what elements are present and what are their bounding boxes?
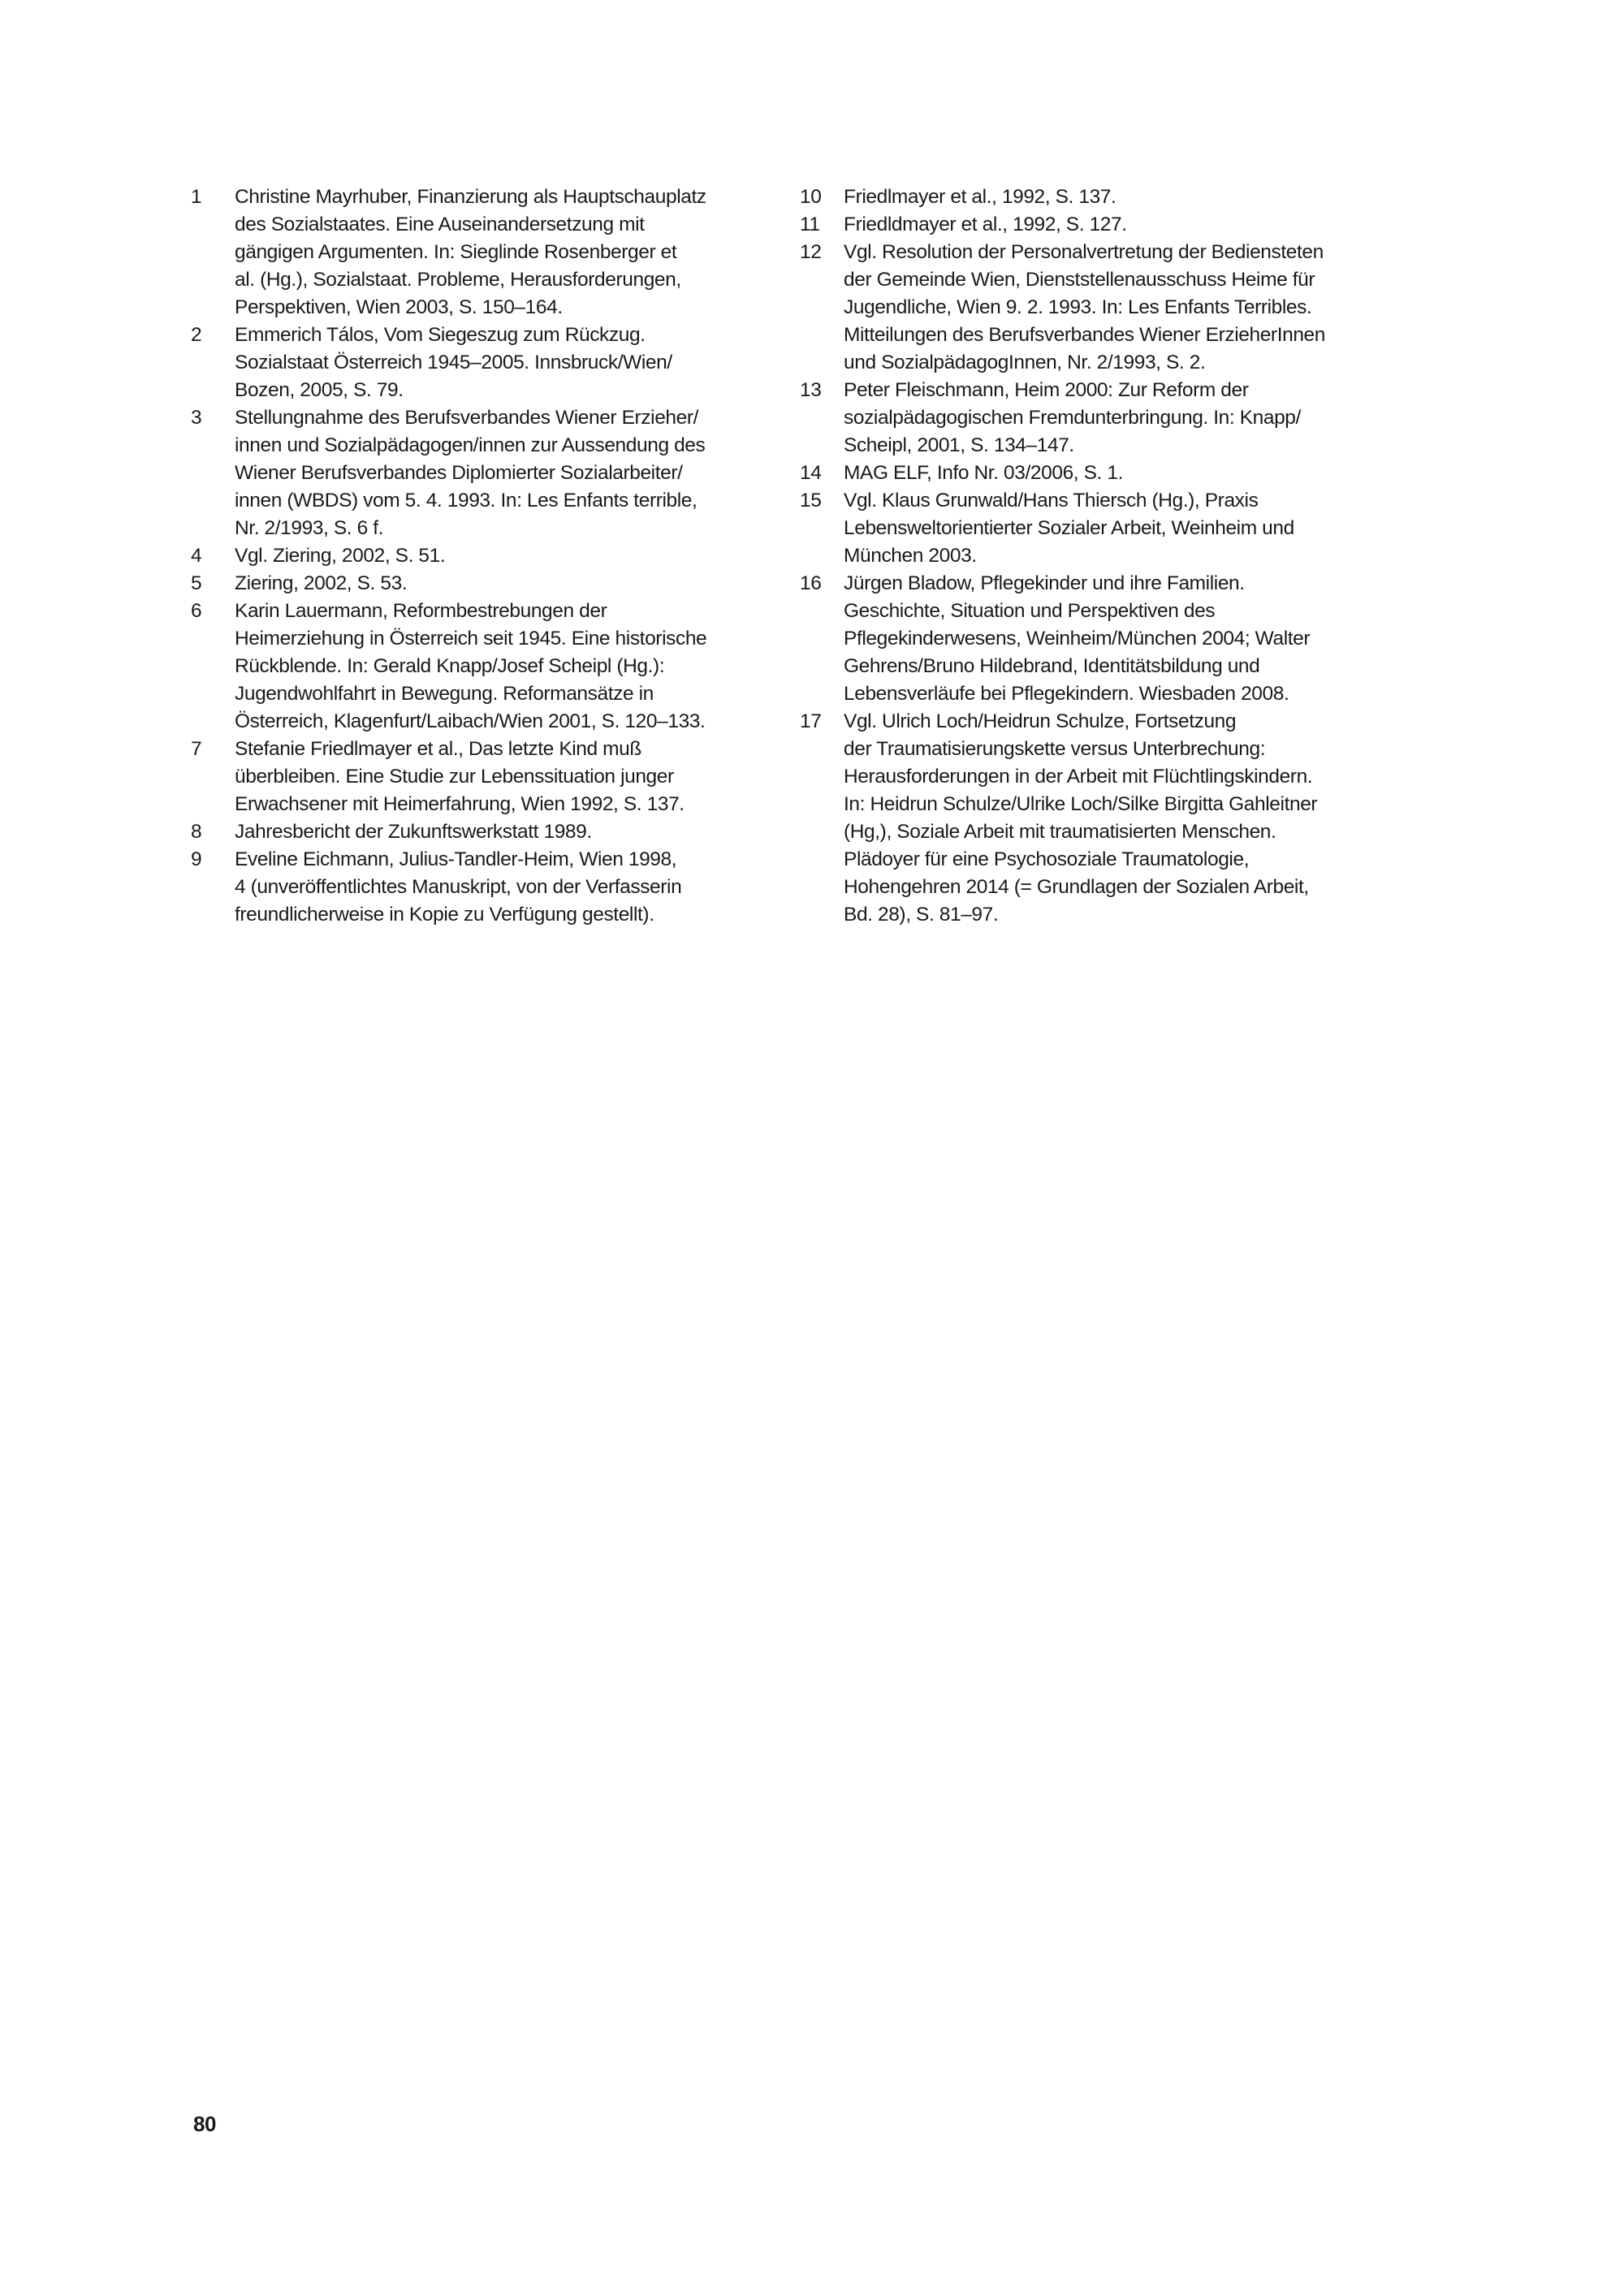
endnote — [191, 404, 751, 542]
endnote — [800, 211, 1368, 239]
endnote-number: 4 — [191, 545, 202, 567]
endnote — [800, 183, 1368, 211]
endnote-text: Christine Mayrhuber, Finanzierung als Hauptschauplatz des Sozialstaates. Eine Auseinandersetzung mit gängigen Argumenten. In: Sieglinde Rosenberger et al. (Hg.), Sozialstaat. Probleme, Herausforderungen, Perspektiven, Wien 2003, S. 150–164. — [235, 186, 706, 318]
endnote — [191, 818, 751, 846]
endnote-text: Ziering, 2002, S. 53. — [235, 572, 408, 594]
endnote-text: Vgl. Resolution der Personalvertretung der Bediensteten der Gemeinde Wien, Dienststellenausschuss Heime für Jugendliche, Wien 9. 2. 1993. In: Les Enfants Terribles. Mitteilungen des Berufsverbandes Wiener ErzieherInnen und SozialpädagogInnen, Nr. 2/1993, S. 2. — [844, 241, 1325, 373]
endnote-number: 7 — [191, 738, 202, 760]
endnote-number: 12 — [800, 241, 822, 263]
endnote-number: 14 — [800, 462, 822, 484]
endnote-text: Vgl. Ziering, 2002, S. 51. — [235, 545, 446, 567]
endnote-number: 10 — [800, 186, 822, 208]
endnote — [800, 460, 1368, 487]
endnote-number: 17 — [800, 710, 822, 732]
endnotes-right-column — [800, 183, 1368, 929]
endnote-number: 3 — [191, 407, 202, 429]
endnote-text: Jürgen Bladow, Pflegekinder und ihre Familien. Geschichte, Situation und Perspektiven des Pflegekinderwesens, Weinheim/München 2004; Walter Gehrens/Bruno Hildebrand, Identitätsbildung und Lebensverläufe bei Pflegekindern. Wiesbaden 2008. — [844, 572, 1311, 705]
endnote-number: 13 — [800, 379, 822, 401]
page-number: 80 — [193, 2112, 216, 2136]
endnote-number: 8 — [191, 821, 202, 843]
endnote-text: Karin Lauermann, Reformbestrebungen der Heimerziehung in Österreich seit 1945. Eine historische Rückblende. In: Gerald Knapp/Josef Scheipl (Hg.): Jugendwohlfahrt in Bewegung. Reformansätze in Österreich, Klagenfurt/Laibach/Wien 2001, S. 120–133. — [235, 600, 707, 732]
endnote-number: 11 — [800, 214, 820, 235]
endnote-number: 15 — [800, 490, 822, 511]
endnote — [800, 239, 1368, 377]
endnote-number: 1 — [191, 186, 202, 208]
endnote — [800, 377, 1368, 460]
endnote-number: 5 — [191, 572, 202, 594]
endnote — [191, 598, 751, 736]
endnote-text: Emmerich Tálos, Vom Siegeszug zum Rückzug. Sozialstaat Österreich 1945–2005. Innsbruck/Wien/ Bozen, 2005, S. 79. — [235, 324, 672, 401]
endnote-text: Vgl. Ulrich Loch/Heidrun Schulze, Fortsetzung der Traumatisierungskette versus Unterbrechung: Herausforderungen in der Arbeit mit Flüchtlingskindern. In: Heidrun Schulze/Ulrike Loch/Silke Birgitta Gahleitner (Hg,), Soziale Arbeit mit traumatisierten Menschen. Plädoyer für eine Psychosoziale Traumatologie, Hohengehren 2014 (= Grundlagen der Sozialen Arbeit, Bd. 28), S. 81–97. — [844, 710, 1318, 926]
endnote — [191, 736, 751, 818]
endnote-text: Friedldmayer et al., 1992, S. 127. — [844, 214, 1127, 235]
endnote-number: 16 — [800, 572, 822, 594]
endnote-number: 9 — [191, 848, 202, 870]
endnote — [800, 570, 1368, 708]
endnotes-left-column — [191, 183, 751, 929]
endnote-text: Stefanie Friedlmayer et al., Das letzte Kind muß überbleiben. Eine Studie zur Lebenssituation junger Erwachsener mit Heimerfahrung, Wien 1992, S. 137. — [235, 738, 685, 815]
endnote — [191, 570, 751, 598]
endnote-text: Peter Fleischmann, Heim 2000: Zur Reform der sozialpädagogischen Fremdunterbringung. In: Knapp/ Scheipl, 2001, S. 134–147. — [844, 379, 1301, 456]
endnote — [191, 183, 751, 322]
endnote — [191, 322, 751, 404]
endnote-text: Eveline Eichmann, Julius-Tandler-Heim, Wien 1998, 4 (unveröffentlichtes Manuskript, von der Verfasserin freundlicherweise in Kopie zu Verfügung gestellt). — [235, 848, 682, 926]
endnote-text: Vgl. Klaus Grunwald/Hans Thiersch (Hg.), Praxis Lebensweltorientierter Sozialer Arbeit, Weinheim und München 2003. — [844, 490, 1294, 567]
endnote — [191, 542, 751, 570]
endnote-text: Friedlmayer et al., 1992, S. 137. — [844, 186, 1116, 208]
endnote-number: 2 — [191, 324, 202, 346]
endnote-text: Jahresbericht der Zukunftswerkstatt 1989. — [235, 821, 592, 843]
endnote — [800, 708, 1368, 929]
endnote — [191, 846, 751, 929]
endnote-text: MAG ELF, Info Nr. 03/2006, S. 1. — [844, 462, 1123, 484]
endnote-number: 6 — [191, 600, 202, 622]
endnote — [800, 487, 1368, 570]
endnote-text: Stellungnahme des Berufsverbandes Wiener Erzieher/ innen und Sozialpädagogen/innen zur Aussendung des Wiener Berufsverbandes Diplomierter Sozialarbeiter/ innen (WBDS) vom 5. 4. 1993. In: Les Enfants terrible, Nr. 2/1993, S. 6 f. — [235, 407, 706, 539]
